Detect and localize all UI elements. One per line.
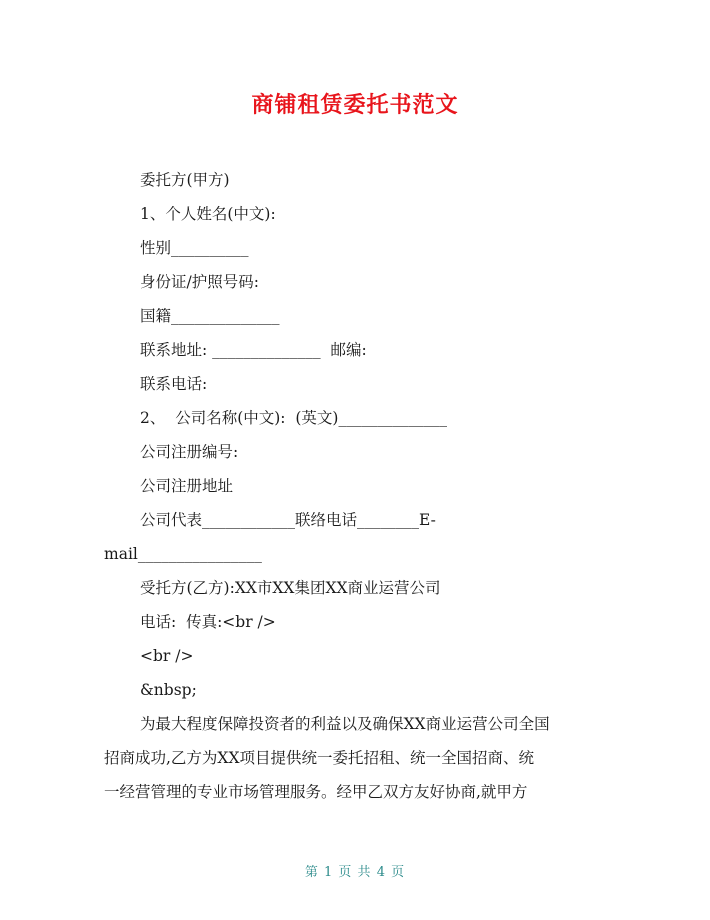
text-line: 公司注册编号:	[140, 443, 239, 461]
text-line: 2、 公司名称(中文): (英文)______________	[140, 409, 447, 427]
text-line: 一经营管理的专业市场管理服务。经甲乙双方友好协商,就甲方	[104, 783, 528, 801]
text-line: 电话: 传真:<br />	[140, 613, 276, 631]
text-line: 受托方(乙方):XX市XX集团XX商业运营公司	[140, 579, 441, 597]
text-line: 联系电话:	[140, 375, 208, 393]
document-title: 商铺租赁委托书范文	[251, 93, 459, 118]
text-line: &nbsp;	[140, 681, 197, 699]
text-line: 性别__________	[140, 239, 249, 257]
text-line: 招商成功,乙方为XX项目提供统一委托招租、统一全国招商、统	[104, 749, 534, 767]
text-line: 身份证/护照号码:	[140, 273, 259, 291]
page-footer: 第 1 页 共 4 页	[304, 865, 406, 880]
text-line: 为最大程度保障投资者的利益以及确保XX商业运营公司全国	[140, 715, 550, 733]
text-line: 国籍______________	[140, 307, 280, 325]
text-line: <br />	[140, 647, 194, 665]
text-line: 委托方(甲方)	[140, 171, 230, 189]
text-line: mail________________	[104, 545, 262, 563]
text-line: 1、个人姓名(中文):	[140, 205, 276, 223]
text-line: 联系地址: ______________ 邮编:	[140, 341, 367, 359]
text-line: 公司注册地址	[140, 477, 234, 495]
text-line: 公司代表____________联络电话________E-	[140, 511, 436, 529]
